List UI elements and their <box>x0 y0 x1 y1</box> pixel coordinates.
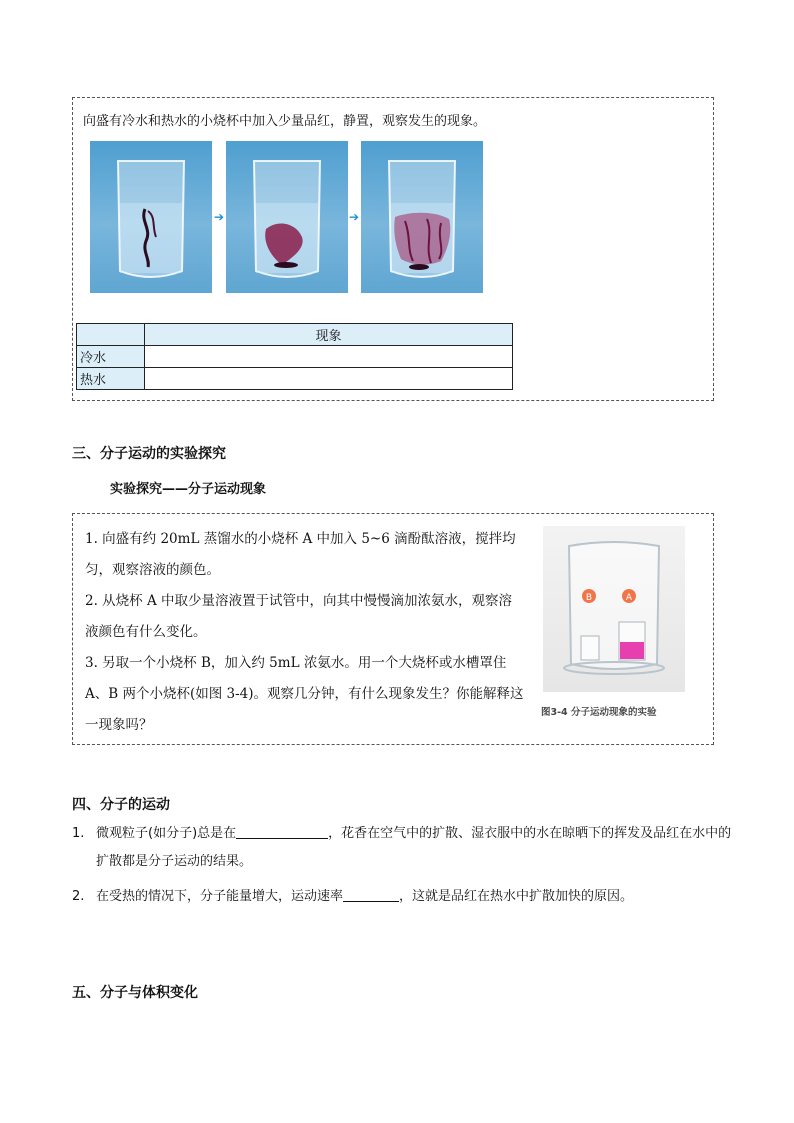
section3-subheading: 实验探究——分子运动现象 <box>110 482 267 497</box>
fill-blank[interactable] <box>343 887 399 902</box>
step-item: 2. 从烧杯 A 中取少量溶液置于试管中，向其中慢慢滴加浓氨水，观察溶液颜色有什么变化。 <box>85 593 513 640</box>
experiment-box-molecular-motion <box>72 513 714 745</box>
section4-heading: 四、分子的运动 <box>72 797 170 813</box>
arrow-icon: ➔ <box>214 210 225 224</box>
label-b: B <box>585 593 593 603</box>
arrow-icon: ➔ <box>349 210 360 224</box>
answer-cell-cold[interactable] <box>145 346 513 368</box>
fill-blank[interactable] <box>236 824 328 839</box>
table-corner <box>77 324 145 346</box>
step-item: 1. 向盛有约 20mL 蒸馏水的小烧杯 A 中加入 5~6 滴酚酞溶液，搅拌均匀，观察溶液的颜色。 <box>85 531 516 578</box>
answer-cell-hot[interactable] <box>145 368 513 390</box>
item-number: 2. <box>72 889 85 904</box>
label-a: A <box>625 593 633 603</box>
experiment-box-diffusion <box>72 97 714 401</box>
beaker-photo-3 <box>361 141 483 293</box>
figure-3-4-photo <box>543 526 685 692</box>
beaker-photo-2 <box>226 141 348 293</box>
item-text-after: ，这就是品红在热水中扩散加快的原因。 <box>399 889 634 904</box>
item-text-before: 在受热的情况下，分子能量增大，运动速率 <box>96 889 344 904</box>
beaker-photo-1 <box>90 141 212 293</box>
item-text-before: 微观粒子(如分子)总是在 <box>96 826 237 841</box>
step-item: 3. 另取一个小烧杯 B，加入约 5mL 浓氨水。用一个大烧杯或水槽罩住 A、B 两个小烧杯(如图 3-4)。观察几分钟，有什么现象发生？你能解释这一现象吗？ <box>85 655 524 733</box>
observation-table <box>76 323 513 390</box>
table-header: 现象 <box>145 324 513 346</box>
section5-heading: 五、分子与体积变化 <box>72 985 198 1001</box>
list-item <box>72 883 732 911</box>
figure-caption: 图3-4 分子运动现象的实验 <box>541 707 657 718</box>
intro-text: 向盛有冷水和热水的小烧杯中加入少量品红，静置，观察发生的现象。 <box>83 114 487 129</box>
experiment-steps <box>85 524 525 741</box>
item-text-after: ，花香在空气中的扩散、湿衣服中的水在晾晒下的挥发及品红在水中的扩散都是分子运动的结果。 <box>96 826 732 869</box>
row-label-hot: 热水 <box>77 368 145 390</box>
section3-heading: 三、分子运动的实验探究 <box>72 446 226 462</box>
item-number: 1. <box>72 826 85 841</box>
list-item <box>72 820 732 876</box>
row-label-cold: 冷水 <box>77 346 145 368</box>
